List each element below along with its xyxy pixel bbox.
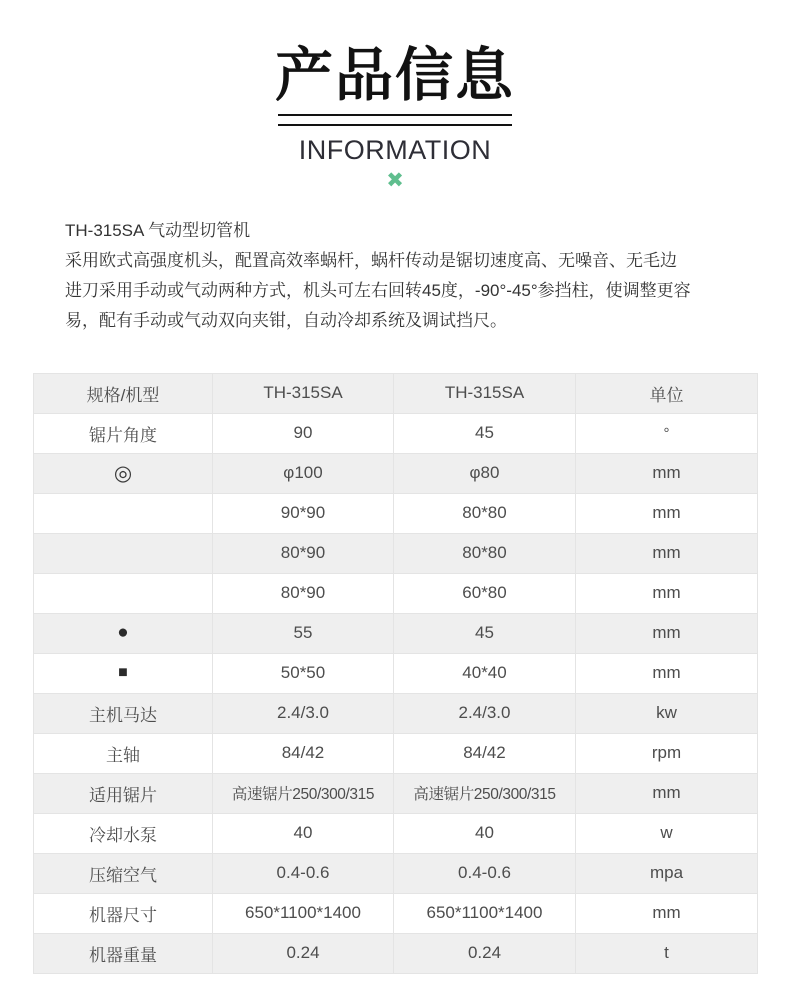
spec-cell: 0.24 [394, 933, 576, 973]
spec-cell: 84/42 [213, 733, 394, 773]
spec-cell: 50*50 [213, 653, 394, 693]
spec-table-row [34, 853, 758, 893]
spec-cell: mpa [576, 853, 758, 893]
spec-table-row [34, 573, 758, 613]
spec-header-cell: 单位 [576, 373, 758, 413]
spec-cell: 主机马达 [34, 693, 213, 733]
spec-cell: t [576, 933, 758, 973]
spec-table-row [34, 733, 758, 773]
spec-table-row [34, 813, 758, 853]
page-header [0, 0, 790, 191]
spec-header-cell: TH-315SA [394, 373, 576, 413]
spec-table [33, 373, 758, 974]
spec-cell: 0.4-0.6 [213, 853, 394, 893]
spec-cell: 压缩空气 [34, 853, 213, 893]
spec-cell: 高速锯片250/300/315 [213, 773, 394, 813]
spec-cell: 机器重量 [34, 933, 213, 973]
spec-cell: 2.4/3.0 [394, 693, 576, 733]
spec-cell: 40*40 [394, 653, 576, 693]
page-subtitle: INFORMATION [298, 134, 492, 165]
spec-cell: 40 [213, 813, 394, 853]
spec-cell: 55 [213, 613, 394, 653]
spec-cell: mm [576, 613, 758, 653]
spec-cell: 650*1100*1400 [394, 893, 576, 933]
spec-table-header-row [34, 373, 758, 413]
spec-cell: φ80 [394, 453, 576, 493]
spec-cell: w [576, 813, 758, 853]
spec-cell-bullseye-symbol: ◎ [34, 453, 213, 493]
spec-cell: mm [576, 493, 758, 533]
spec-cell: kw [576, 693, 758, 733]
spec-cell: 45 [394, 413, 576, 453]
spec-cell: 650*1100*1400 [213, 893, 394, 933]
product-description [65, 216, 732, 336]
spec-table-row [34, 533, 758, 573]
spec-cell: 冷却水泵 [34, 813, 213, 853]
spec-cell [34, 493, 213, 533]
spec-table-row [34, 893, 758, 933]
spec-cell: 2.4/3.0 [213, 693, 394, 733]
spec-cell: 机器尺寸 [34, 893, 213, 933]
underline-bar-top [278, 114, 512, 116]
spec-table-row [34, 933, 758, 973]
spec-cell: 90 [213, 413, 394, 453]
spec-table-row [34, 773, 758, 813]
spec-cell: 0.24 [213, 933, 394, 973]
title-double-underline [278, 114, 512, 126]
spec-cell: mm [576, 533, 758, 573]
spec-table-row [34, 493, 758, 533]
spec-cell-circle-symbol: ● [34, 613, 213, 653]
underline-bar-bottom [278, 124, 512, 126]
spec-cell: ° [576, 413, 758, 453]
spec-cell: mm [576, 893, 758, 933]
spec-cell: 主轴 [34, 733, 213, 773]
description-line: 进刀采用手动或气动两种方式，机头可左右回转45度，-90°-45°参挡柱，使调整更容 [65, 280, 691, 300]
spec-cell: 80*80 [394, 493, 576, 533]
spec-cell: 高速锯片250/300/315 [394, 773, 576, 813]
spec-cell: mm [576, 653, 758, 693]
spec-table-row [34, 693, 758, 733]
spec-cell: 60*80 [394, 573, 576, 613]
spec-cell [34, 533, 213, 573]
spec-table-row [34, 413, 758, 453]
spec-cell: 0.4-0.6 [394, 853, 576, 893]
page-title: 产品信息 [274, 43, 515, 108]
spec-table-row [34, 653, 758, 693]
spec-cell: 90*90 [213, 493, 394, 533]
spec-cell: 45 [394, 613, 576, 653]
spec-cell [34, 573, 213, 613]
spec-cell: 80*80 [394, 533, 576, 573]
spec-table-row [34, 453, 758, 493]
spec-cell: 80*90 [213, 573, 394, 613]
spec-cell: 适用锯片 [34, 773, 213, 813]
spec-cell-square-symbol: ■ [34, 653, 213, 693]
spec-cell: φ100 [213, 453, 394, 493]
spec-cell: 84/42 [394, 733, 576, 773]
spec-cell: mm [576, 453, 758, 493]
spec-table-row [34, 613, 758, 653]
spec-cell: mm [576, 573, 758, 613]
description-line: 易，配有手动或气动双向夹钳，自动冷却系统及调试挡尺。 [65, 310, 507, 330]
green-x-icon: ✖ [386, 168, 404, 192]
spec-header-cell: TH-315SA [213, 373, 394, 413]
spec-cell: 锯片角度 [34, 413, 213, 453]
spec-cell: 40 [394, 813, 576, 853]
spec-cell: rpm [576, 733, 758, 773]
description-line: 采用欧式高强度机头，配置高效率蜗杆，蜗杆传动是锯切速度高、无噪音、无毛边 [65, 250, 677, 270]
spec-cell: mm [576, 773, 758, 813]
product-name: TH-315SA 气动型切管机 [65, 220, 251, 240]
spec-header-cell: 规格/机型 [34, 373, 213, 413]
spec-cell: 80*90 [213, 533, 394, 573]
